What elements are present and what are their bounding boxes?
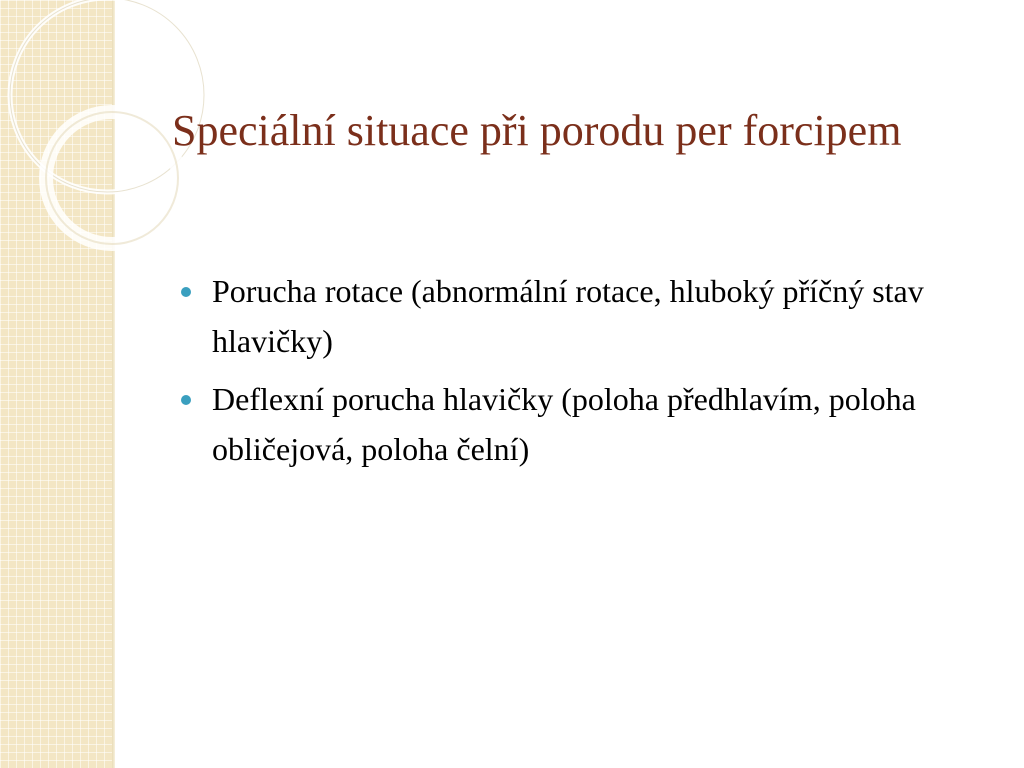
decorative-rings [0,0,200,260]
bullet-dot-icon [181,287,191,297]
bullet-text: Porucha rotace (abnormální rotace, hluboký příčný stav hlavičky) [212,273,924,359]
bullet-item [180,374,940,474]
slide-title: Speciální situace při porodu per forcipem [172,106,902,155]
bullet-list [180,266,940,482]
bullet-item [180,266,940,366]
bullet-text: Deflexní porucha hlavičky (poloha předhlavím, poloha obličejová, poloha čelní) [212,381,916,467]
bullet-dot-icon [181,395,191,405]
